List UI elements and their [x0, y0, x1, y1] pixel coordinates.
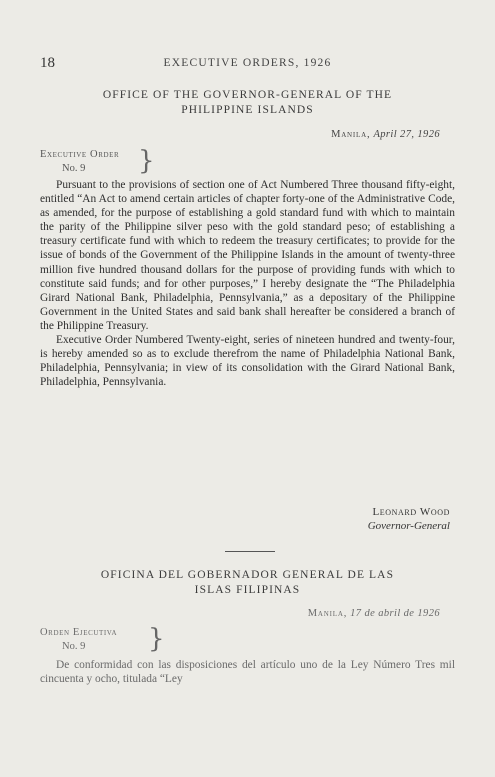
page-number: 18	[40, 55, 55, 71]
english-signature	[368, 505, 450, 533]
english-order-number: No. 9	[62, 163, 86, 174]
english-order-block	[40, 148, 160, 178]
spanish-body	[40, 658, 455, 686]
spanish-office-title	[40, 568, 455, 598]
spanish-office-title-line1: OFICINA DEL GOBERNADOR GENERAL DE LAS	[100, 569, 395, 581]
spanish-office-title-line2: ISLAS FILIPINAS	[194, 584, 301, 596]
english-dateline-place: Manila,	[331, 129, 371, 140]
brace-icon: }	[138, 146, 155, 176]
spanish-dateline-place: Manila,	[307, 608, 348, 619]
page-header	[40, 55, 455, 75]
english-paragraph-2: Executive Order Numbered Twenty-eight, series of nineteen hundred and twenty-four, is hereby amended so as to exclude therefrom the name of Philadelphia National Bank, Philadelphia, Pennsylvania; in view of its consolidation with the Girard National Bank, Philadelphia, Pennsylvania.	[40, 334, 455, 389]
signature-title: Governor-General	[367, 520, 450, 532]
spanish-order-block	[40, 626, 180, 656]
english-paragraph-1: Pursuant to the provisions of section one of Act Numbered Three thousand fifty-eight, entitled “An Act to amend certain articles of chapter forty-one of the Administrative Code, as amended, for the purpose of establishing a gold standard fund with which to maintain the parity of the Philippine silver peso with the gold standard peso; of establishing a treasury certificate fund with which to redeem the treasury certificates; to provide for the issue of bonds of the Government of the Philippine Islands in the amount of twenty-three million five hundred thousand dollars for the purpose of providing funds with which to constitute said funds; and for other purposes,” I hereby designate the “The Philadelphia Girard National Bank, Philadelphia, Pennsylvania,” as a depositary of the Philippine Government in the United States and said bank shall hereafter be considered a branch of the Philippine Treasury.	[40, 179, 455, 332]
english-dateline-date: April 27, 1926	[373, 129, 440, 140]
spanish-dateline-date: 17 de abril de 1926	[350, 608, 440, 619]
brace-icon: }	[148, 624, 165, 654]
english-office-title-line2: PHILIPPINE ISLANDS	[181, 104, 314, 116]
spanish-order-kind: Orden Ejecutiva	[40, 627, 118, 638]
english-body	[40, 178, 455, 389]
running-head: EXECUTIVE ORDERS, 1926	[163, 57, 332, 69]
spanish-order-number: No. 9	[62, 641, 86, 652]
english-order-kind: Executive Order	[40, 149, 120, 160]
english-dateline	[331, 129, 440, 140]
section-divider	[225, 551, 275, 552]
spanish-dateline	[308, 608, 440, 619]
spanish-paragraph-1: De conformidad con las disposiciones del artículo uno de la Ley Número Tres mil cincuenta y ocho, titulada “Ley	[40, 659, 455, 686]
english-office-title	[40, 88, 455, 118]
english-office-title-line1: OFFICE OF THE GOVERNOR-GENERAL OF THE	[102, 89, 393, 101]
signature-name: Leonard Wood	[372, 506, 450, 518]
